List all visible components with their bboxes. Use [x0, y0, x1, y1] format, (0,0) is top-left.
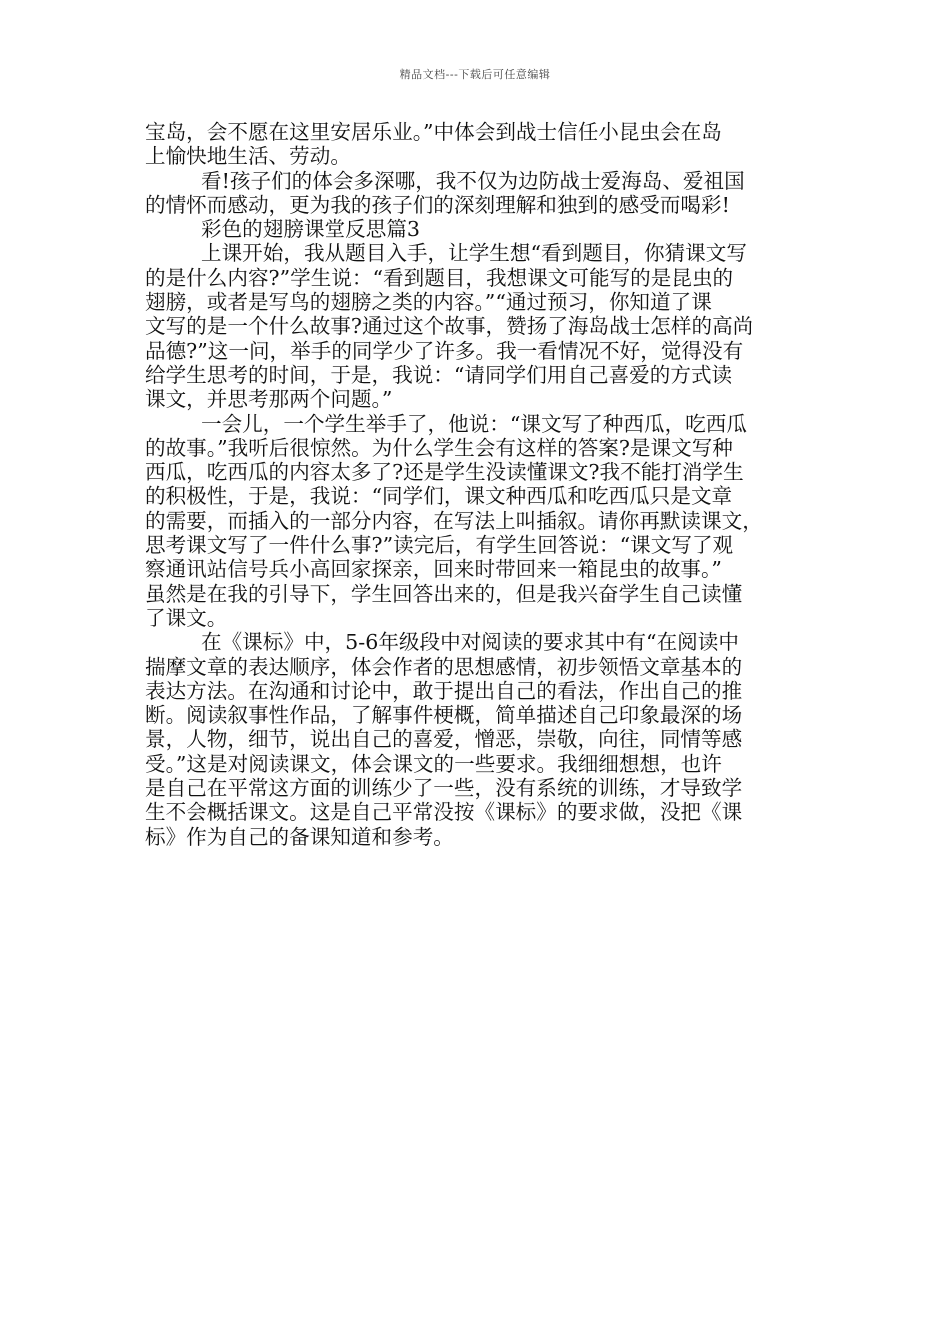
text-line: 是自己在平常这方面的训练少了一些，没有系统的训练，才导致学	[145, 776, 743, 801]
text-line: 思考课文写了一件什么事?”读完后，有学生回答说：“课文写了观	[145, 533, 734, 558]
text-line: 表达方法。在沟通和讨论中，敢于提出自己的看法，作出自己的推	[145, 678, 743, 703]
text-line: 品德?”这一问，举手的同学少了许多。我一看情况不好，觉得没有	[145, 338, 744, 363]
text-line: 上愉快地生活、劳动。	[145, 144, 351, 169]
text-line: 断。阅读叙事性作品，了解事件梗概，简单描述自己印象最深的场	[145, 703, 743, 728]
page-header: 精品文档---下载后可任意编辑	[399, 68, 551, 81]
text-line: 的情怀而感动，更为我的孩子们的深刻理解和独到的感受而喝彩!	[145, 192, 730, 217]
text-line: 虽然是在我的引导下，学生回答出来的，但是我兴奋学生自己读懂	[145, 581, 743, 606]
text-line: 宝岛，会不愿在这里安居乐业。”中体会到战士信任小昆虫会在岛	[145, 120, 722, 144]
text-line: 彩色的翅膀课堂反思篇3	[201, 217, 421, 242]
text-line: 了课文。	[145, 605, 228, 630]
text-line: 一会儿，一个学生举手了，他说：“课文写了种西瓜，吃西瓜	[201, 411, 747, 436]
text-line: 的积极性，于是，我说：“同学们，课文种西瓜和吃西瓜只是文章	[145, 484, 733, 509]
text-line: 给学生思考的时间，于是，我说：“请同学们用自己喜爱的方式读	[145, 362, 733, 387]
text-line: 看!孩子们的体会多深哪，我不仅为边防战士爱海岛、爱祖国	[201, 168, 745, 193]
text-line: 在《课标》中，5-6年级段中对阅读的要求其中有“在阅读中	[201, 630, 739, 655]
text-line: 课文，并思考那两个问题。”	[145, 387, 393, 412]
text-line: 景，人物，细节，说出自己的喜爱，憎恶，崇敬，向往，同情等感	[145, 727, 743, 752]
text-line: 西瓜，吃西瓜的内容太多了?还是学生没读懂课文?我不能打消学生	[145, 460, 744, 485]
text-line: 标》作为自己的备课知道和参考。	[145, 824, 454, 849]
text-line: 揣摩文章的表达顺序，体会作者的思想感情，初步领悟文章基本的	[145, 654, 743, 679]
text-line: 上课开始，我从题目入手，让学生想“看到题目，你猜课文写	[201, 241, 747, 266]
text-line: 生不会概括课文。这是自己平常没按《课标》的要求做，没把《课	[145, 800, 743, 825]
text-line: 受。”这是对阅读课文，体会课文的一些要求。我细细想想，也许	[145, 751, 722, 776]
text-line: 的故事。”我听后很惊然。为什么学生会有这样的答案?是课文写种	[145, 435, 733, 460]
text-line: 的是什么内容?”学生说：“看到题目，我想课文可能写的是昆虫的	[145, 265, 734, 290]
document-body	[145, 120, 805, 849]
text-line: 察通讯站信号兵小高回家探亲，回来时带回来一箱昆虫的故事。”	[145, 557, 722, 582]
text-line: 翅膀，或者是写鸟的翅膀之类的内容。”“通过预习，你知道了课	[145, 290, 712, 315]
text-line: 文写的是一个什么故事?通过这个故事，赞扬了海岛战士怎样的高尚	[145, 314, 754, 339]
text-line: 的需要，而插入的一部分内容，在写法上叫插叙。请你再默读课文，	[145, 508, 763, 533]
